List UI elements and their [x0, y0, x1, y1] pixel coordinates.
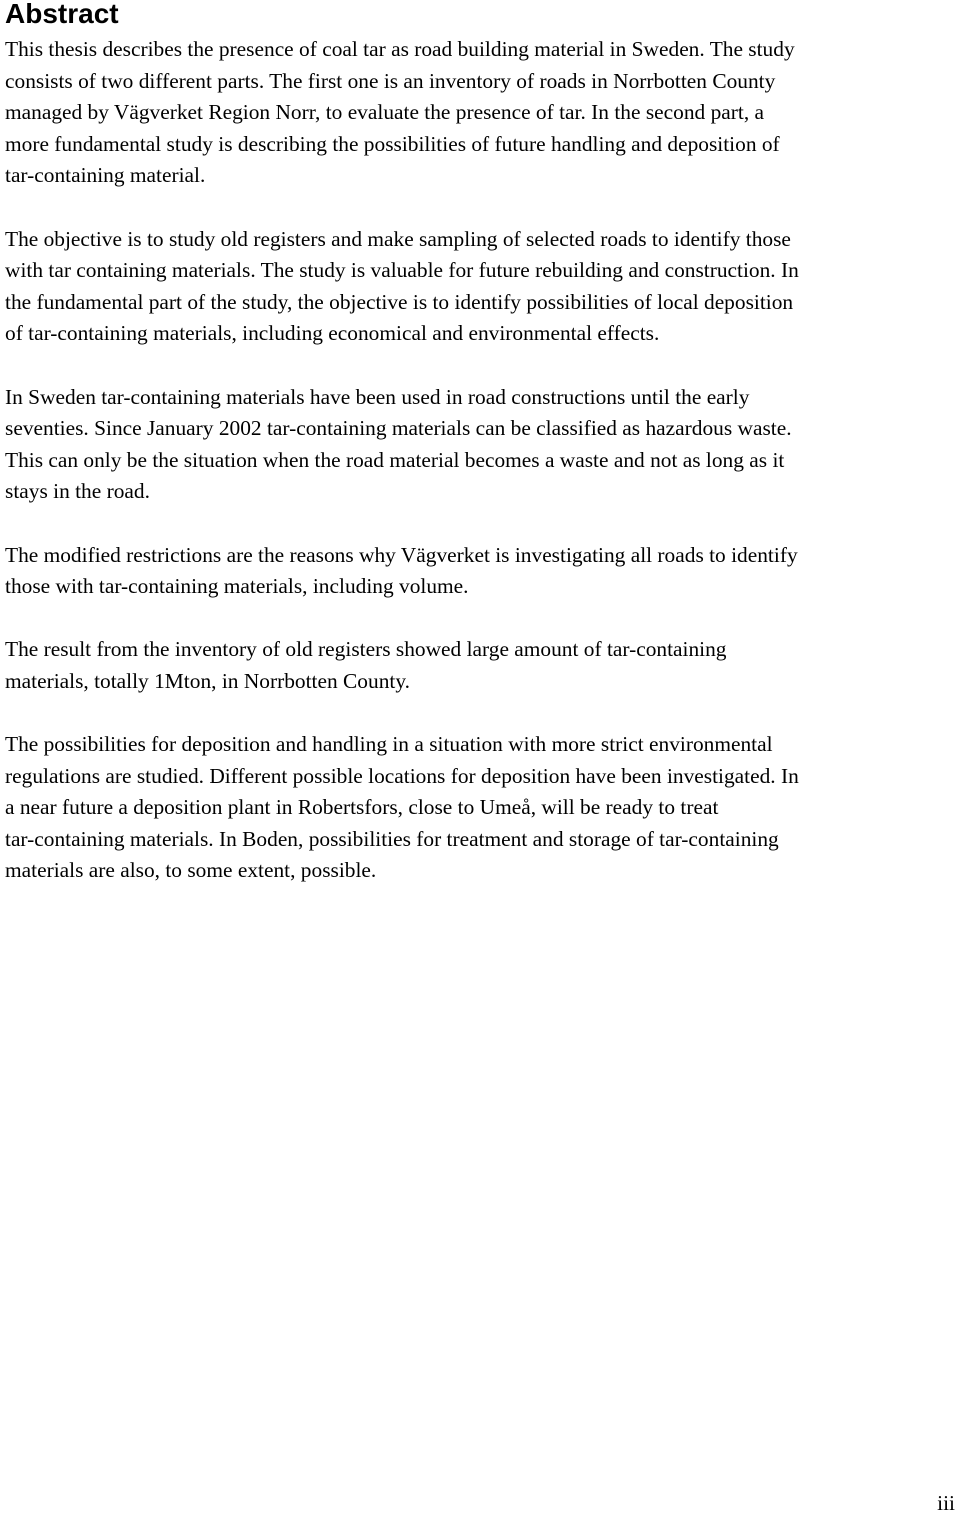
text-line: materials are also, to some extent, possible. [5, 858, 377, 883]
text-line: a near future a deposition plant in Robertsfors, close to Umeå, will be ready to treat [5, 795, 719, 820]
text-line: This thesis describes the presence of coal tar as road building material in Sweden. The study [5, 37, 795, 61]
text-line: materials, totally 1Mton, in Norrbotten County. [5, 668, 410, 693]
abstract-paragraph-6 [5, 729, 935, 887]
text-line: regulations are studied. Different possible locations for deposition have been investigated. In [5, 763, 799, 788]
text-line: consists of two different parts. The first one is an inventory of roads in Norrbotten County [5, 68, 776, 93]
abstract-body [5, 34, 935, 919]
text-line: stays in the road. [5, 479, 150, 504]
text-line: seventies. Since January 2002 tar-containing materials can be classified as hazardous waste. [5, 416, 792, 441]
text-line: those with tar-containing materials, including volume. [5, 574, 469, 599]
text-line: The result from the inventory of old registers showed large amount of tar-containing [5, 637, 727, 662]
text-line: with tar containing materials. The study is valuable for future rebuilding and construction. In [5, 258, 799, 283]
text-line: The objective is to study old registers and make sampling of selected roads to identify those [5, 226, 791, 251]
text-line: tar-containing material. [5, 163, 206, 188]
text-line: of tar-containing materials, including economical and environmental effects. [5, 321, 660, 346]
abstract-paragraph-1 [5, 34, 935, 192]
abstract-paragraph-5 [5, 634, 935, 697]
text-line: the fundamental part of the study, the objective is to identify possibilities of local deposition [5, 289, 794, 314]
text-line: The modified restrictions are the reasons why Vägverket is investigating all roads to identify [5, 542, 798, 567]
text-line: This can only be the situation when the road material becomes a waste and not as long as it [5, 447, 785, 472]
text-line: In Sweden tar-containing materials have been used in road constructions until the early [5, 384, 750, 409]
text-line: more fundamental study is describing the possibilities of future handling and deposition of [5, 131, 780, 156]
abstract-paragraph-4 [5, 540, 935, 603]
page-number: iii [937, 1491, 955, 1515]
text-line: managed by Vägverket Region Norr, to evaluate the presence of tar. In the second part, a [5, 100, 765, 125]
abstract-paragraph-3 [5, 382, 935, 508]
text-line: The possibilities for deposition and handling in a situation with more strict environmental [5, 732, 773, 757]
text-line: tar-containing materials. In Boden, possibilities for treatment and storage of tar-containing [5, 826, 779, 851]
abstract-paragraph-2 [5, 224, 935, 350]
abstract-heading: Abstract [5, 0, 119, 29]
